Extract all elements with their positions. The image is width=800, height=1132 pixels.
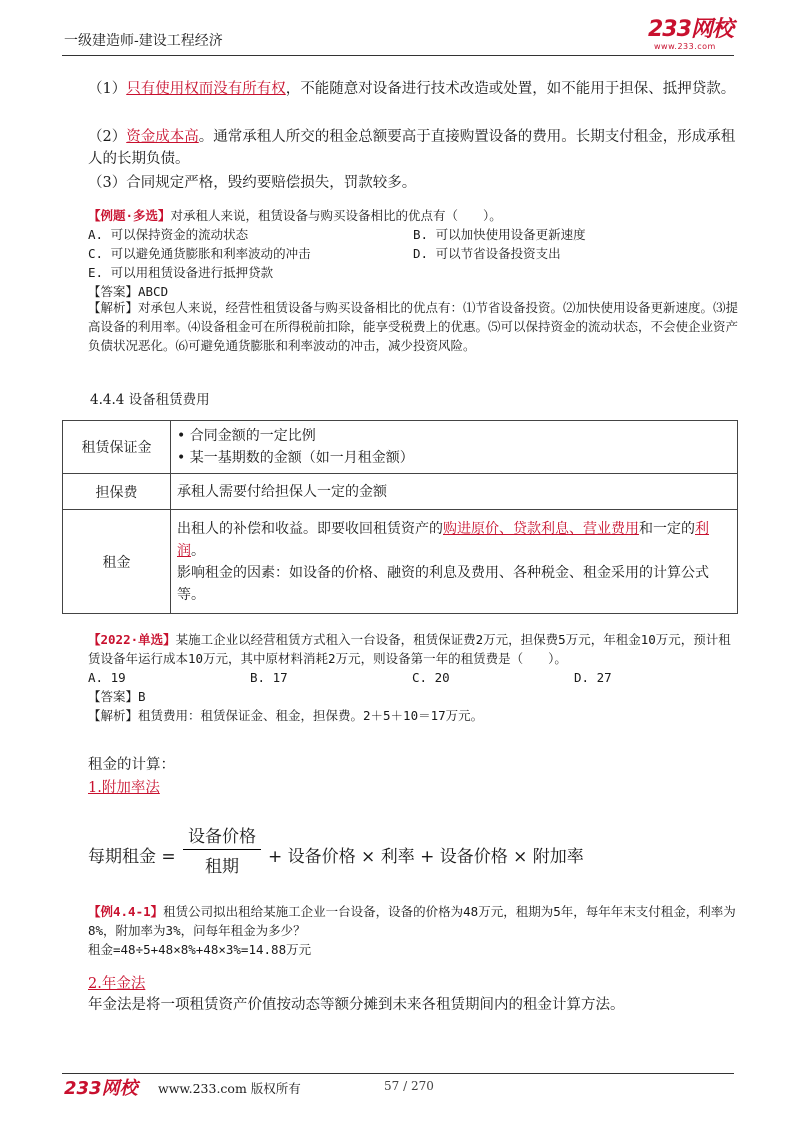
paragraph-1: （1）只有使用权而没有所有权，不能随意对设备进行技术改造或处置，如不能用于担保、抵押贷款。 bbox=[88, 81, 736, 97]
brand-logo bbox=[648, 18, 734, 52]
highlight-high-cost: 资金成本高 bbox=[126, 129, 199, 145]
option-c: C. 20 bbox=[412, 670, 450, 685]
table-value-guarantee: 承租人需要付给担保人一定的金额 bbox=[171, 474, 738, 510]
table-value-deposit: • 合同金额的一定比例 • 某一基期数的金额（如一月租金额） bbox=[171, 421, 738, 474]
option-d: D. 可以节省设备投资支出 bbox=[413, 246, 561, 261]
formula-denominator: 租期 bbox=[205, 857, 239, 877]
example-2-answer: 【答案】B bbox=[88, 689, 146, 704]
formula-fraction bbox=[183, 822, 261, 877]
example-2 bbox=[88, 630, 740, 725]
example-3-question: 租赁公司拟出租给某施工企业一台设备，设备的价格为48万元，租期为5年，每年年末支付租金，利率为8%，附加率为3%，问每年租金为多少？ bbox=[88, 904, 736, 938]
table-row bbox=[63, 474, 738, 510]
formula-numerator: 设备价格 bbox=[183, 822, 261, 850]
example-2-question: 某施工企业以经营租赁方式租入一台设备，租赁保证费2万元，担保费5万元，年租金10万元，预计租赁设备年运行成本10万元，其中原材料消耗2万元，则设备第一年的租赁费是（ ）。 bbox=[88, 632, 731, 666]
formula-lhs: 每期租金 = bbox=[88, 847, 176, 867]
rental-cost-table bbox=[62, 420, 738, 614]
table-row bbox=[63, 510, 738, 614]
footer-logo: 233网校 bbox=[64, 1078, 138, 1099]
example-1-analysis: 【解析】对承包人来说，经营性租赁设备与购买设备相比的优点有：⑴节省设备投资。⑵加快使用设备更新速度。⑶提高设备的利用率。⑷设备租金可在所得税前扣除，能享受税费上的优惠。⑸可以保持资金的流动状态，不会使企业资产负债状况恶化。⑹可避免通货膨胀和利率波动的冲击，减少投资风险。 bbox=[88, 300, 739, 353]
option-b: B. 可以加快使用设备更新速度 bbox=[413, 227, 586, 242]
table-row bbox=[63, 421, 738, 474]
logo-sub: www.233.com bbox=[654, 42, 716, 51]
example-3-tag: 【例4.4-1】 bbox=[88, 904, 164, 919]
paragraph-3: （3）合同规定严格，毁约要赔偿损失，罚款较多。 bbox=[88, 175, 417, 191]
example-1 bbox=[88, 206, 738, 301]
footer-divider bbox=[62, 1073, 734, 1074]
example-3-calc: 租金=48÷5+48×8%+48×3%=14.88万元 bbox=[88, 942, 312, 957]
example-3 bbox=[88, 902, 740, 959]
method-2-description: 年金法是将一项租赁资产价值按动态等额分摊到未来各租赁期间内的租金计算方法。 bbox=[88, 997, 625, 1013]
example-2-tag: 【2022·单选】 bbox=[88, 632, 176, 647]
header-divider bbox=[62, 55, 734, 56]
example-1-answer: 【答案】ABCD bbox=[88, 284, 169, 299]
section-heading: 4.4.4 设备租赁费用 bbox=[90, 392, 210, 408]
option-a: A. 可以保持资金的流动状态 bbox=[88, 227, 249, 242]
method-2-heading: 2.年金法 bbox=[88, 976, 146, 992]
table-key-rent: 租金 bbox=[63, 510, 171, 614]
table-value-rent: 出租人的补偿和收益。即要收回租赁资产的购进原价、贷款利息、营业费用和一定的利润。 影响租金的因素：如设备的价格、融资的利息及费用、各种税金、租金采用的计算公式等。 bbox=[171, 510, 738, 614]
option-e: E. 可以用租赁设备进行抵押贷款 bbox=[88, 265, 274, 280]
footer-copyright: www.233.com 版权所有 bbox=[158, 1081, 301, 1096]
example-1-tag: 【例题·多选】 bbox=[88, 208, 171, 223]
table-key-guarantee: 担保费 bbox=[63, 474, 171, 510]
option-b: B. 17 bbox=[250, 670, 288, 685]
formula-rhs: + 设备价格 × 利率 + 设备价格 × 附加率 bbox=[268, 847, 584, 867]
logo-main: 233网校 bbox=[648, 17, 733, 42]
option-c: C. 可以避免通货膨胀和利率波动的冲击 bbox=[88, 246, 311, 261]
option-a: A. 19 bbox=[88, 670, 126, 685]
method-1-heading: 1.附加率法 bbox=[88, 780, 160, 796]
table-key-deposit: 租赁保证金 bbox=[63, 421, 171, 474]
option-d: D. 27 bbox=[574, 670, 612, 685]
page-number: 57 / 270 bbox=[384, 1079, 434, 1093]
paragraph-2: （2）资金成本高。通常承租人所交的租金总额要高于直接购置设备的费用。长期支付租金，形成承租人的长期负债。 bbox=[88, 129, 736, 167]
rent-calc-heading: 租金的计算： bbox=[88, 757, 175, 773]
example-2-analysis: 【解析】租赁费用：租赁保证金、租金，担保费。2＋5＋10＝17万元。 bbox=[88, 708, 484, 723]
header-title: 一级建造师-建设工程经济 bbox=[64, 33, 223, 49]
example-1-question: 对承租人来说，租赁设备与购买设备相比的优点有（ ）。 bbox=[170, 208, 502, 223]
highlight-no-ownership: 只有使用权而没有所有权 bbox=[126, 81, 286, 97]
